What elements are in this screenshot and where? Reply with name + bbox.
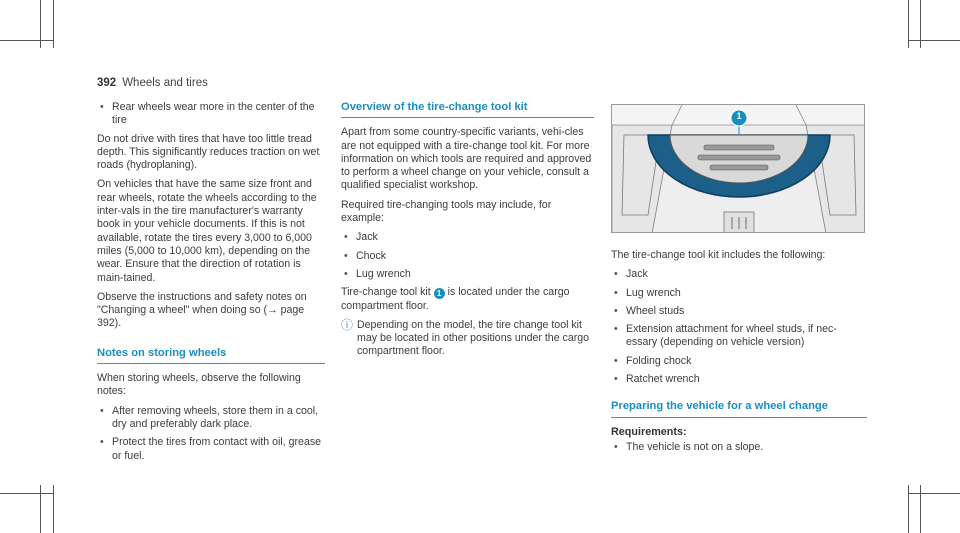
- paragraph: When storing wheels, observe the following notes:: [97, 372, 301, 398]
- callout-badge: 1: [434, 288, 445, 299]
- paragraph: [341, 286, 594, 313]
- paragraph: On vehicles that have the same size front and rear wheels, rotate the wheels according to the inter-vals in the tire manufacturer's warranty book in your vehicle documents. If this is not available, rotate the tires every 3,000 to 6,000 miles (5,000 to 10,000 km), depending on the wear. Ensure that the direction of rotation is main-tained.: [97, 178, 317, 284]
- crop-mark: [908, 40, 960, 41]
- list-item: • Protect the tires from contact with oil, grease or fuel.: [97, 436, 325, 463]
- paragraph: Observe the instructions and safety notes on "Changing a wheel" when doing so (→ page 392).: [97, 290, 307, 330]
- column-middle: [341, 101, 594, 365]
- crop-mark: [53, 0, 54, 48]
- section-heading: Notes on storing wheels: [97, 347, 325, 364]
- list-item: • The vehicle is not on a slope.: [611, 441, 867, 454]
- paragraph: Do not drive with tires that have too little tread depth. This significantly reduces traction on wet roads (hydroplaning).: [97, 132, 320, 172]
- paragraph: Required tire-changing tools may include, for example:: [341, 198, 552, 225]
- list-item: • Jack: [611, 268, 867, 281]
- column-left: [97, 101, 325, 468]
- figure-callout: 1: [736, 111, 742, 121]
- crop-mark: [908, 493, 960, 494]
- note-text: Depending on the model, the tire change tool kit may be located in other positions under the cargo compartment floor.: [357, 318, 590, 358]
- crop-mark: [0, 40, 53, 41]
- list-item: • Lug wrench: [611, 287, 867, 300]
- paragraph: Apart from some country-specific variants, vehi-cles are not equipped with a tire-change tool kit. For more information on which tools are required and approved to perform a wheel change on your vehicle, consult a qualified specialist workshop.: [341, 126, 592, 192]
- section-heading: Overview of the tire-change tool kit: [341, 101, 594, 118]
- info-icon: ⓘ: [341, 317, 354, 332]
- requirements-label: Requirements:: [611, 425, 687, 438]
- kit-text: Tire-change tool kit: [341, 286, 431, 299]
- list-item: • Jack: [341, 231, 594, 244]
- info-note: [341, 319, 594, 359]
- crop-mark: [0, 493, 53, 494]
- list-item: • Rear wheels wear more in the center of the tire: [97, 101, 325, 128]
- list-item: • Extension attachment for wheel studs, if nec-essary (depending on vehicle version): [611, 323, 867, 350]
- kit-text: is located under the cargo compartment floor.: [341, 286, 570, 312]
- cargo-floor-drawing: [612, 105, 865, 233]
- list-item: • Wheel studs: [611, 305, 867, 318]
- column-right: [611, 249, 867, 459]
- list-item: • Chock: [341, 250, 594, 263]
- paragraph: The tire-change tool kit includes the following:: [611, 249, 826, 261]
- list-item: • Folding chock: [611, 355, 867, 368]
- crop-mark: [53, 485, 54, 533]
- list-item: • After removing wheels, store them in a cool, dry and preferably dark place.: [97, 405, 325, 432]
- section-heading: Preparing the vehicle for a wheel change: [611, 400, 867, 417]
- section-title: Wheels and tires: [122, 77, 208, 89]
- list-item: • Ratchet wrench: [611, 373, 867, 386]
- tool-kit-illustration: [611, 104, 865, 233]
- list-item: • Lug wrench: [341, 268, 594, 281]
- page-number: 392: [97, 77, 117, 89]
- page-header: [97, 77, 208, 89]
